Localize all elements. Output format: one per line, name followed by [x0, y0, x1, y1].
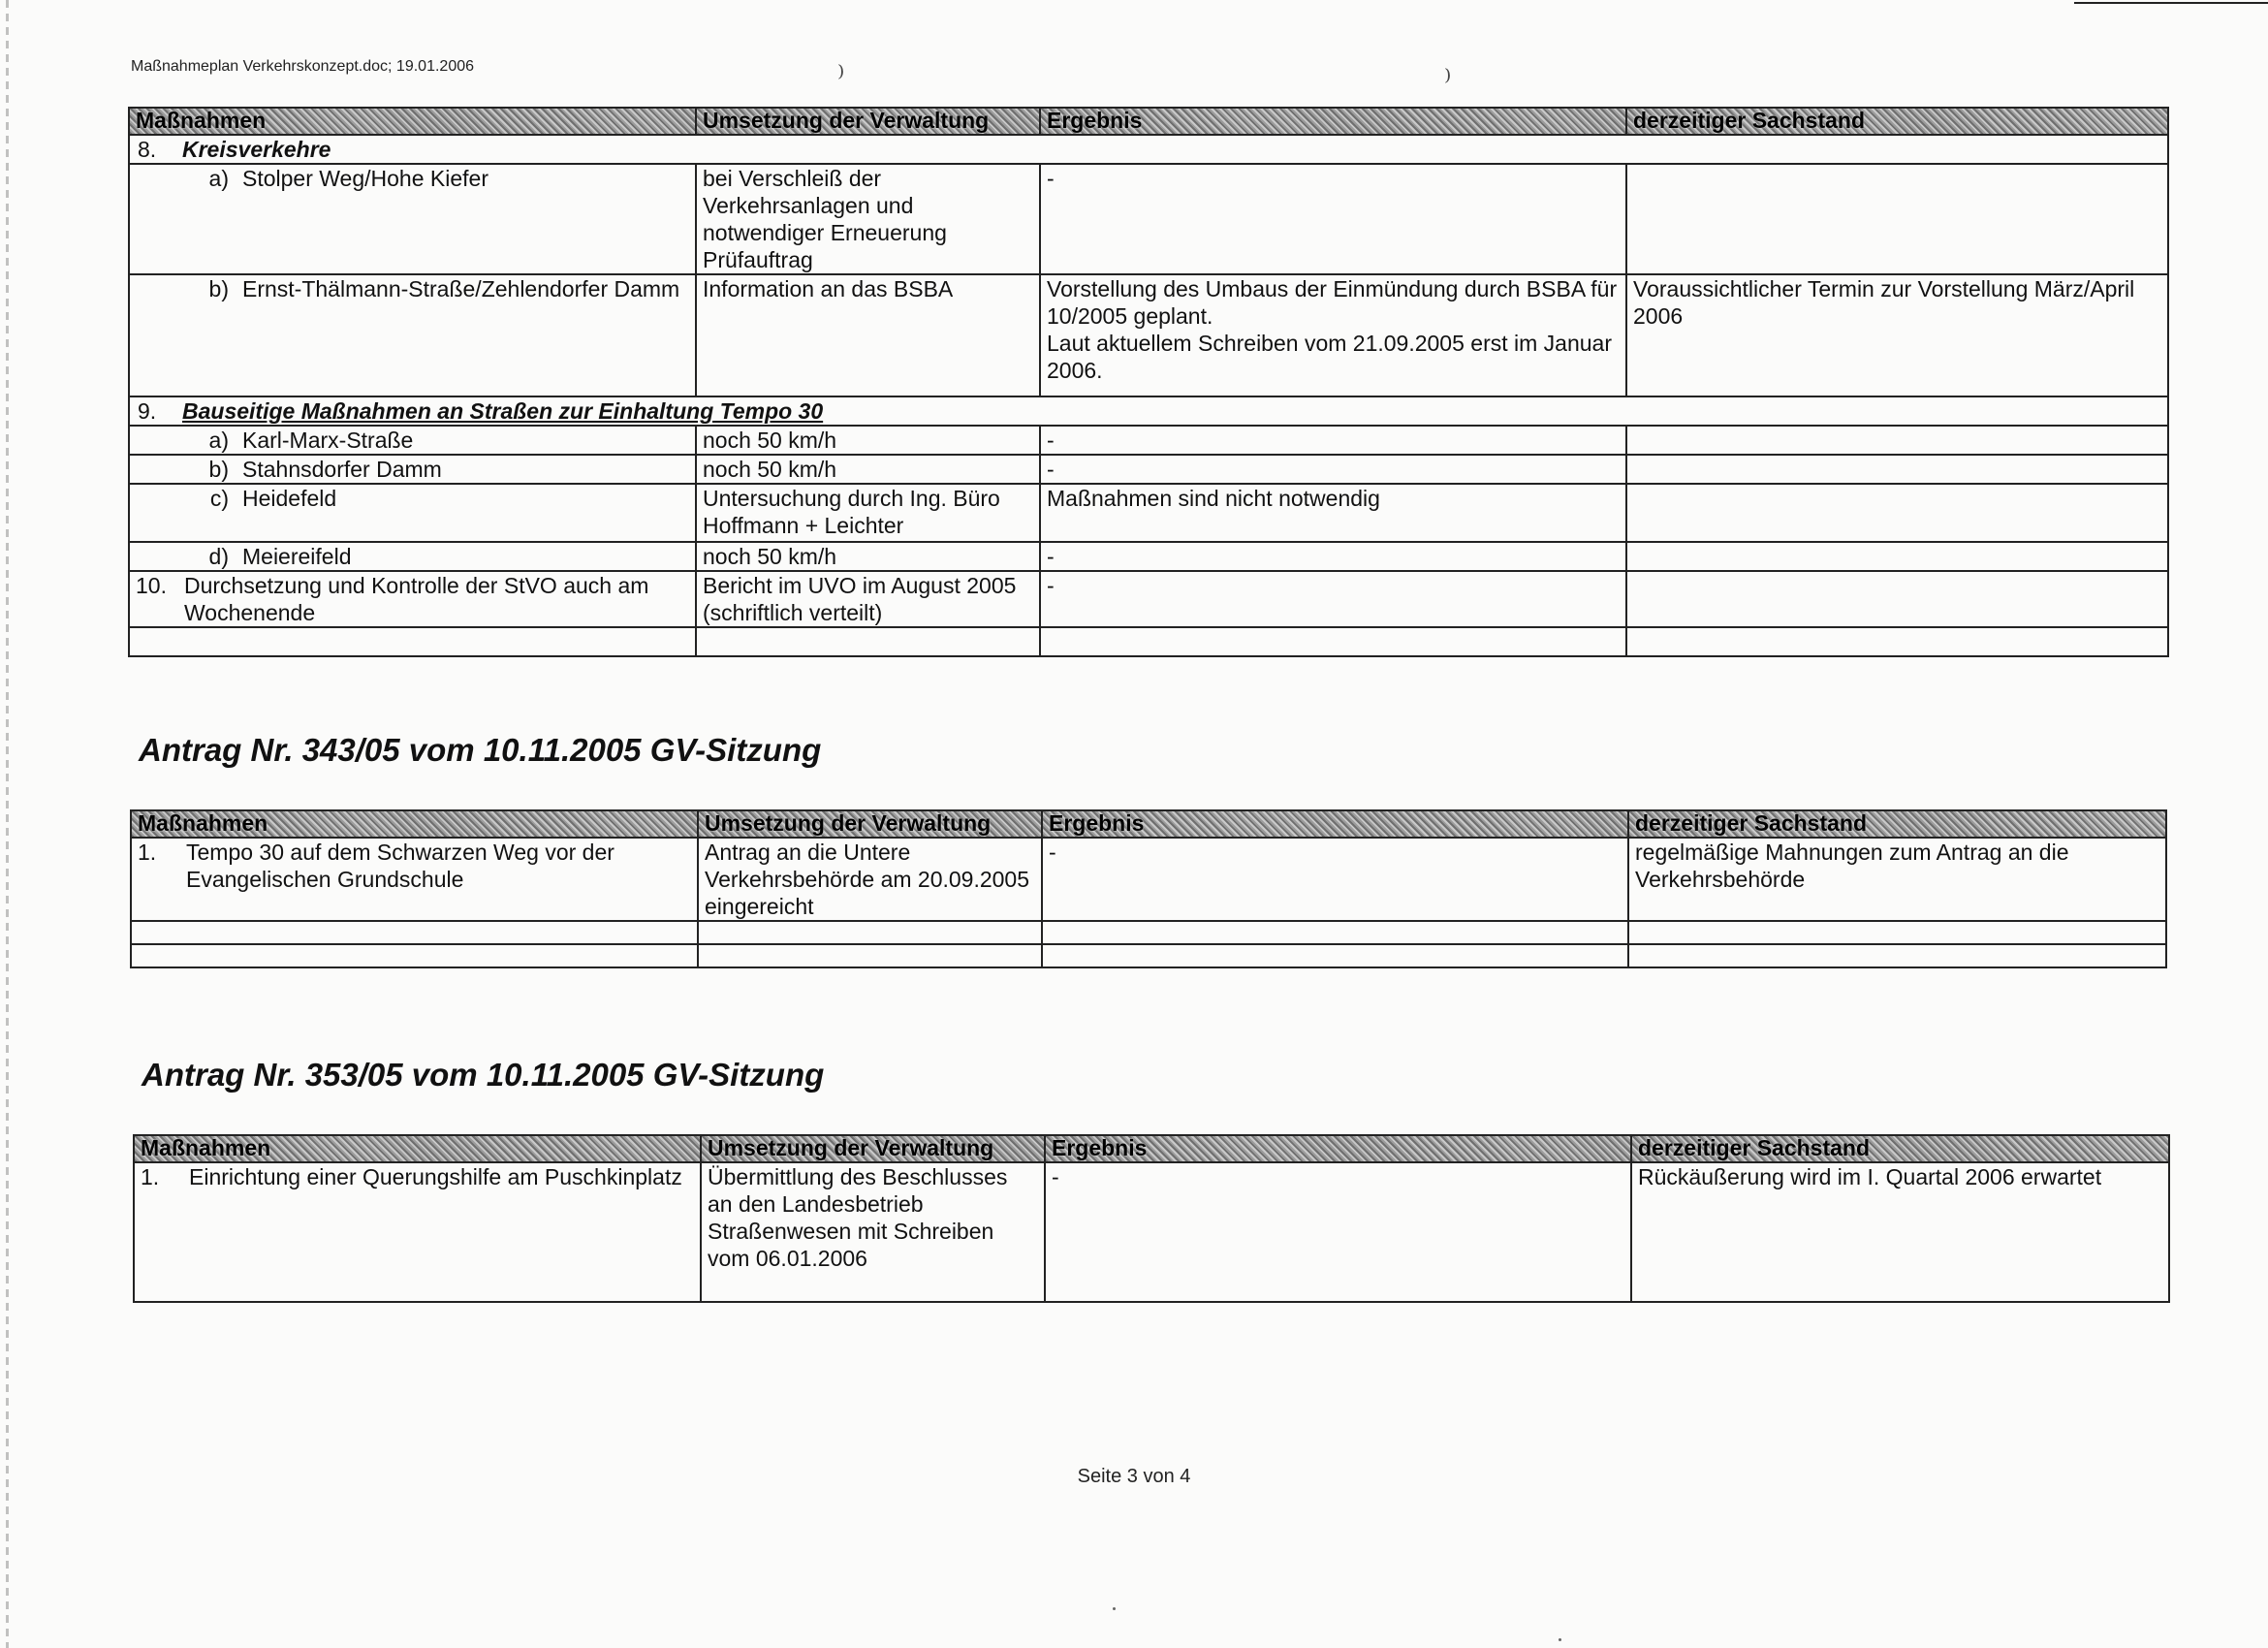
table-header-row [129, 108, 2168, 135]
item-implementation: Übermittlung des Beschlusses an den Landesbetrieb Straßenwesen mit Schreiben vom 06.01.2006 [701, 1162, 1045, 1302]
item-status [1626, 484, 2168, 542]
item-measure: Karl-Marx-Straße [242, 428, 414, 453]
item-result [1040, 274, 1626, 396]
item-letter: a) [208, 166, 229, 191]
column-header-ergebnis: Ergebnis [1040, 108, 1626, 135]
item-result: - [1040, 426, 1626, 455]
table-row [131, 838, 2166, 921]
item-implementation: Untersuchung durch Ing. Büro Hoffmann + Leichter [696, 484, 1040, 542]
table-row [129, 484, 2168, 542]
column-header-umsetzung: Umsetzung der Verwaltung [701, 1135, 1045, 1162]
table-row [129, 542, 2168, 571]
item-status [1626, 455, 2168, 484]
section-number: 9. [138, 398, 157, 424]
scan-speck [1559, 1638, 1561, 1641]
item-number: 1. [138, 840, 157, 865]
item-measure: Einrichtung einer Querungshilfe am Puschkinplatz [189, 1164, 682, 1189]
antrag-heading-353: Antrag Nr. 353/05 vom 10.11.2005 GV-Sitzung [142, 1057, 825, 1093]
item-result: - [1042, 838, 1628, 921]
item-status: regelmäßige Mahnungen zum Antrag an die Verkehrsbehörde [1628, 838, 2166, 921]
section-number: 8. [138, 137, 157, 162]
item-result-line: Vorstellung des Umbaus der Einmündung durch BSBA für 10/2005 geplant. [1047, 276, 1618, 329]
column-header-sachstand: derzeitiger Sachstand [1626, 108, 2168, 135]
table-row [129, 426, 2168, 455]
item-implementation: Bericht im UVO im August 2005 (schriftlich verteilt) [696, 571, 1040, 627]
section-row-8 [129, 135, 2168, 164]
item-letter: a) [208, 428, 229, 453]
item-measure: Stolper Weg/Hohe Kiefer [242, 166, 488, 191]
item-implementation: Information an das BSBA [696, 274, 1040, 396]
item-result: - [1045, 1162, 1631, 1302]
item-result-line: Laut aktuellem Schreiben vom 21.09.2005 erst im Januar 2006. [1047, 331, 1612, 383]
table-header-row [134, 1135, 2169, 1162]
column-header-massnahmen: Maßnahmen [134, 1135, 701, 1162]
item-implementation: Antrag an die Untere Verkehrsbehörde am 20.09.2005 eingereicht [698, 838, 1042, 921]
section-row-9 [129, 396, 2168, 426]
item-status: Rückäußerung wird im I. Quartal 2006 erwartet [1631, 1162, 2169, 1302]
item-status [1626, 542, 2168, 571]
scan-speck [1113, 1607, 1116, 1610]
item-status [1626, 426, 2168, 455]
empty-row [131, 921, 2166, 944]
item-status [1626, 571, 2168, 627]
item-measure: Meiereifeld [242, 544, 352, 569]
item-result: Maßnahmen sind nicht notwendig [1040, 484, 1626, 542]
item-measure: Heidefeld [242, 486, 337, 511]
item-implementation: bei Verschleiß der Verkehrsanlagen und notwendiger Erneuerung Prüfauftrag [696, 164, 1040, 274]
item-letter: b) [208, 276, 229, 301]
item-measure: Stahnsdorfer Damm [242, 457, 442, 482]
item-letter: c) [209, 486, 229, 511]
item-result: - [1040, 542, 1626, 571]
table-row [129, 164, 2168, 274]
column-header-ergebnis: Ergebnis [1042, 810, 1628, 838]
document-filename: Maßnahmeplan Verkehrskonzept.doc; 19.01.2006 [131, 58, 475, 75]
empty-row [131, 944, 2166, 967]
table-row [129, 274, 2168, 396]
scan-top-line [2074, 2, 2268, 4]
item-measure: Tempo 30 auf dem Schwarzen Weg vor der Evangelischen Grundschule [186, 840, 614, 892]
empty-row [129, 627, 2168, 656]
column-header-sachstand: derzeitiger Sachstand [1628, 810, 2166, 838]
item-letter: d) [208, 544, 229, 569]
item-result: - [1040, 164, 1626, 274]
column-header-massnahmen: Maßnahmen [129, 108, 696, 135]
item-implementation: noch 50 km/h [696, 542, 1040, 571]
column-header-ergebnis: Ergebnis [1045, 1135, 1631, 1162]
punch-mark: ⁾ [837, 60, 845, 94]
measures-table-antrag-353 [133, 1134, 2170, 1303]
antrag-heading-343: Antrag Nr. 343/05 vom 10.11.2005 GV-Sitzung [139, 732, 822, 768]
scan-edge-artifact [6, 0, 9, 1648]
table-header-row [131, 810, 2166, 838]
item-measure: Ernst-Thälmann-Straße/Zehlendorfer Damm [242, 276, 680, 301]
section-title: Bauseitige Maßnahmen an Straßen zur Einhaltung Tempo 30 [182, 398, 824, 424]
measures-table-main [128, 107, 2169, 657]
item-implementation: noch 50 km/h [696, 426, 1040, 455]
column-header-sachstand: derzeitiger Sachstand [1631, 1135, 2169, 1162]
item-letter: b) [208, 457, 229, 482]
item-number: 1. [141, 1164, 160, 1189]
column-header-umsetzung: Umsetzung der Verwaltung [698, 810, 1042, 838]
measures-table-antrag-343 [130, 809, 2167, 968]
item-result: - [1040, 571, 1626, 627]
column-header-massnahmen: Maßnahmen [131, 810, 698, 838]
table-row [129, 571, 2168, 627]
column-header-umsetzung: Umsetzung der Verwaltung [696, 108, 1040, 135]
page-number: Seite 3 von 4 [1077, 1466, 1191, 1487]
item-number: 10. [136, 573, 167, 598]
punch-mark: ⁾ [1444, 64, 1452, 98]
item-measure: Durchsetzung und Kontrolle der StVO auch am Wochenende [184, 573, 649, 625]
table-row [129, 455, 2168, 484]
table-row [134, 1162, 2169, 1302]
item-status: Voraussichtlicher Termin zur Vorstellung März/April 2006 [1626, 274, 2168, 396]
item-status [1626, 164, 2168, 274]
item-implementation: noch 50 km/h [696, 455, 1040, 484]
item-result: - [1040, 455, 1626, 484]
section-title: Kreisverkehre [182, 137, 331, 162]
